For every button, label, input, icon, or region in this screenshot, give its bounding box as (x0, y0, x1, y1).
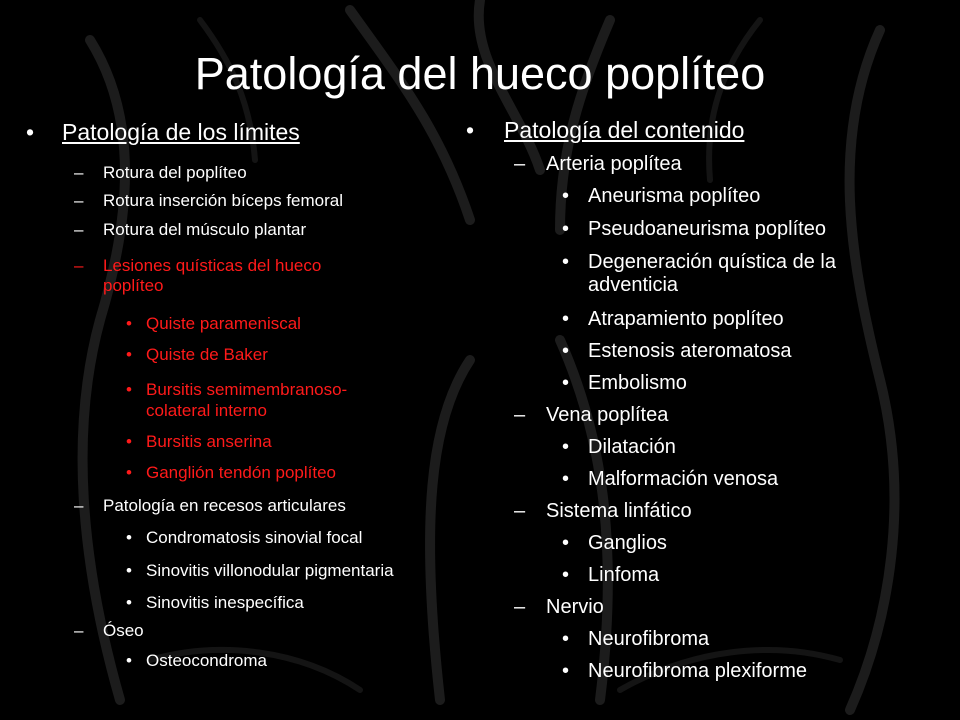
bullet-icon: • (562, 218, 570, 240)
bullet-icon: • (562, 185, 570, 207)
dash-icon: – (74, 191, 84, 210)
bullet-icon: • (126, 528, 132, 547)
bullet-icon: • (562, 468, 570, 490)
bullet-icon: • (562, 251, 570, 273)
dash-icon: – (514, 500, 526, 522)
bullet-icon: • (126, 345, 132, 364)
bullet-icon: • (126, 651, 132, 670)
bullet-icon: • (562, 532, 570, 554)
bullet-icon: • (562, 660, 570, 682)
dash-icon: – (514, 404, 526, 426)
bullet-icon: • (126, 463, 132, 482)
bullet-icon: • (562, 436, 570, 458)
dash-icon: – (514, 153, 526, 175)
bullet-icon: • (562, 564, 570, 586)
bullet-icon: • (562, 628, 570, 650)
dash-icon: – (514, 596, 526, 618)
bullet-icon: • (126, 380, 132, 399)
bullet-icon: • (562, 308, 570, 330)
bullet-icon: • (562, 340, 570, 362)
bullet-icon: • (126, 314, 132, 333)
right-heading-text: Patología del contenido (504, 117, 745, 143)
bullet-icon: • (466, 117, 475, 143)
slide: Patología del hueco poplíteo • Patología de los límites – Rotura del poplíteo – Rotura inserción bíceps femoral – Rotura del músculo plantar – Lesiones quísticas del hueco poplíteo • Quiste parameniscal • Quiste de Baker • Bursitis semimembranoso- colateral interno • Bursitis anserina • Ganglión tendón poplíteo – Patología en recesos articulares • Condromatosis sinovial focal • Sinovitis villonodular pigmentaria • Sinovitis inespecífica – Óseo • Osteocondroma • Patología del contenido – Arteria poplítea • Aneurisma poplíteo • Pseudoaneurisma poplíteo • Degeneración quística de la adventicia • Atrapamiento poplíteo • Estenosis ateromatosa • Embolismo – Vena poplítea • Dilatación • Malformación venosa – Sistema linfático • Ganglios • Linfoma – Nervio • Neurofibroma • Neurofibroma plexiforme (0, 0, 960, 720)
dash-icon: – (74, 256, 84, 275)
bullet-icon: • (126, 432, 132, 451)
left-heading-text: Patología de los límites (62, 119, 300, 145)
dash-icon: – (74, 621, 84, 640)
bullet-icon: • (26, 119, 35, 145)
bullet-icon: • (126, 561, 132, 580)
dash-icon: – (74, 163, 84, 182)
dash-icon: – (74, 496, 84, 515)
slide-title: Patología del hueco poplíteo (194, 48, 766, 99)
dash-icon: – (74, 220, 84, 239)
bullet-icon: • (126, 593, 132, 612)
bullet-icon: • (562, 372, 570, 394)
